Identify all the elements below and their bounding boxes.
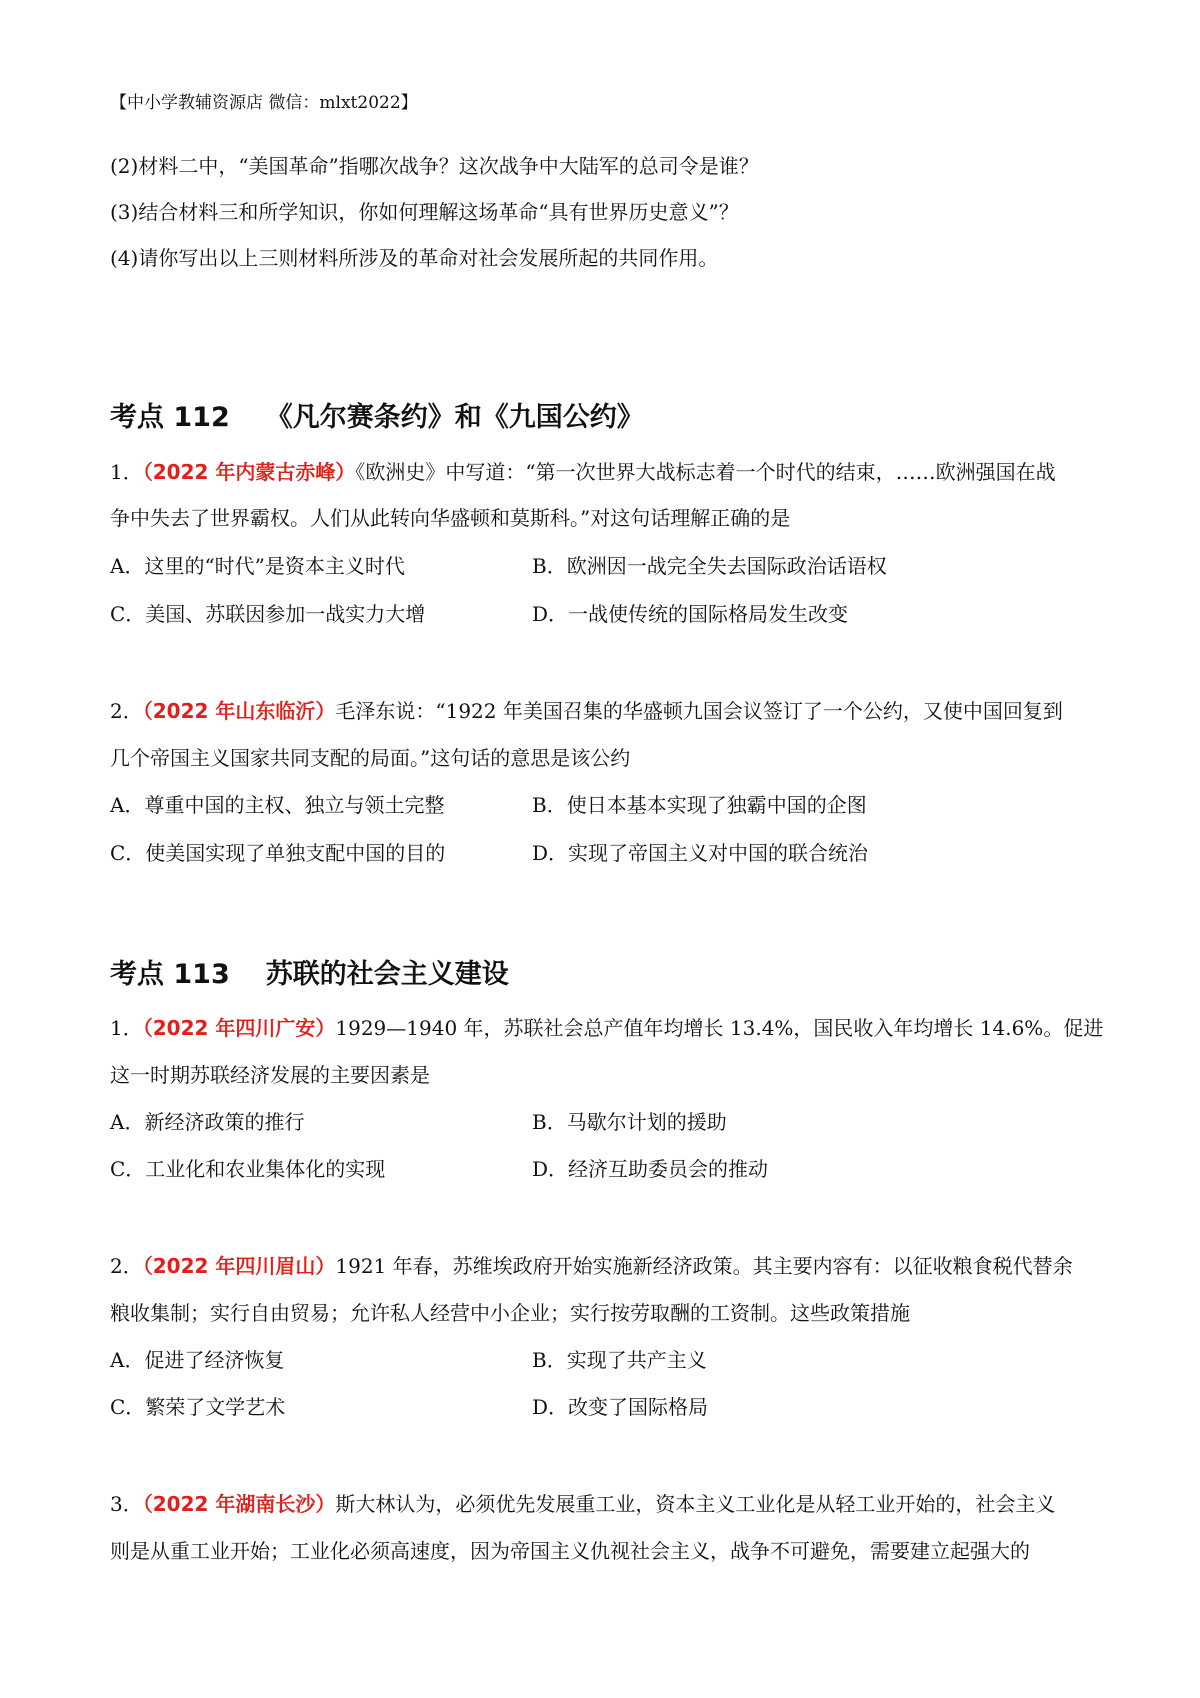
section-title: 《凡尔赛条约》和《九国公约》 <box>265 402 644 433</box>
option-a: A．新经济政策的推行 <box>110 1110 305 1134</box>
section-number: 考点 113 <box>110 959 230 990</box>
question-text: 1921 年春，苏维埃政府开始实施新经济政策。其主要内容有：以征收粮食税代替余 <box>335 1254 1073 1278</box>
question-source: （2022 年四川广安） <box>142 1016 336 1040</box>
question-text-cont: 则是从重工业开始；工业化必须高速度，因为帝国主义仇视社会主义，战争不可避免，需要建立起强大的 <box>110 1539 1030 1563</box>
question-line <box>110 456 1056 485</box>
question-text: 毛泽东说：“1922 年美国召集的华盛顿九国会议签订了一个公约，又使中国回复到 <box>335 699 1063 723</box>
question-line <box>110 695 1063 724</box>
question-text-cont: 这一时期苏联经济发展的主要因素是 <box>110 1063 430 1087</box>
question-number: 1． <box>110 1016 143 1040</box>
option-c: C．工业化和农业集体化的实现 <box>110 1157 386 1181</box>
question-source: （2022 年山东临沂） <box>142 699 336 723</box>
section-title: 苏联的社会主义建设 <box>265 959 509 990</box>
option-a: A．促进了经济恢复 <box>110 1348 285 1372</box>
question-source: （2022 年四川眉山） <box>142 1254 336 1278</box>
question-line <box>110 1012 1103 1041</box>
question-text: 1929—1940 年，苏联社会总产值年均增长 13.4%，国民收入年均增长 14.6%。促进 <box>335 1016 1104 1040</box>
section-heading-112 <box>110 395 644 434</box>
option-c: C．美国、苏联因参加一战实力大增 <box>110 602 426 626</box>
section-number: 考点 112 <box>110 402 230 433</box>
option-b: B．欧洲因一战完全失去国际政治话语权 <box>532 554 887 578</box>
intro-question-3: (3)结合材料三和所学知识，你如何理解这场革命“具有世界历史意义”？ <box>110 200 739 224</box>
question-source: （2022 年内蒙古赤峰） <box>142 460 356 484</box>
question-number: 2． <box>110 1254 143 1278</box>
option-d: D．改变了国际格局 <box>532 1395 709 1419</box>
question-text-cont: 争中失去了世界霸权。人们从此转向华盛顿和莫斯科。”对这句话理解正确的是 <box>110 506 791 530</box>
header-note: 【中小学教辅资源店 微信：mlxt2022】 <box>110 93 418 113</box>
intro-question-4: (4)请你写出以上三则材料所涉及的革命对社会发展所起的共同作用。 <box>110 246 719 270</box>
question-text: 《欧洲史》中写道：“第一次世界大战标志着一个时代的结束，……欧洲强国在战 <box>355 460 1056 484</box>
option-d: D．一战使传统的国际格局发生改变 <box>532 602 849 626</box>
question-line <box>110 1250 1073 1279</box>
option-b: B．实现了共产主义 <box>532 1348 707 1372</box>
question-text-cont: 几个帝国主义国家共同支配的局面。”这句话的意思是该公约 <box>110 746 631 770</box>
option-c: C．使美国实现了单独支配中国的目的 <box>110 841 446 865</box>
question-number: 1． <box>110 460 143 484</box>
question-number: 3． <box>110 1492 143 1516</box>
option-a: A．这里的“时代”是资本主义时代 <box>110 554 405 578</box>
section-heading-113 <box>110 952 509 991</box>
question-text-cont: 粮收集制；实行自由贸易；允许私人经营中小企业；实行按劳取酬的工资制。这些政策措施 <box>110 1301 910 1325</box>
option-d: D．经济互助委员会的推动 <box>532 1157 769 1181</box>
option-b: B．使日本基本实现了独霸中国的企图 <box>532 793 867 817</box>
intro-question-2: (2)材料二中，“美国革命”指哪次战争？这次战争中大陆军的总司令是谁？ <box>110 154 759 178</box>
option-b: B．马歇尔计划的援助 <box>532 1110 727 1134</box>
question-text: 斯大林认为，必须优先发展重工业，资本主义工业化是从轻工业开始的，社会主义 <box>335 1492 1056 1516</box>
option-a: A．尊重中国的主权、独立与领土完整 <box>110 793 445 817</box>
question-number: 2． <box>110 699 143 723</box>
option-c: C．繁荣了文学艺术 <box>110 1395 286 1419</box>
option-d: D．实现了帝国主义对中国的联合统治 <box>532 841 869 865</box>
question-line <box>110 1488 1055 1517</box>
question-source: （2022 年湖南长沙） <box>142 1492 336 1516</box>
